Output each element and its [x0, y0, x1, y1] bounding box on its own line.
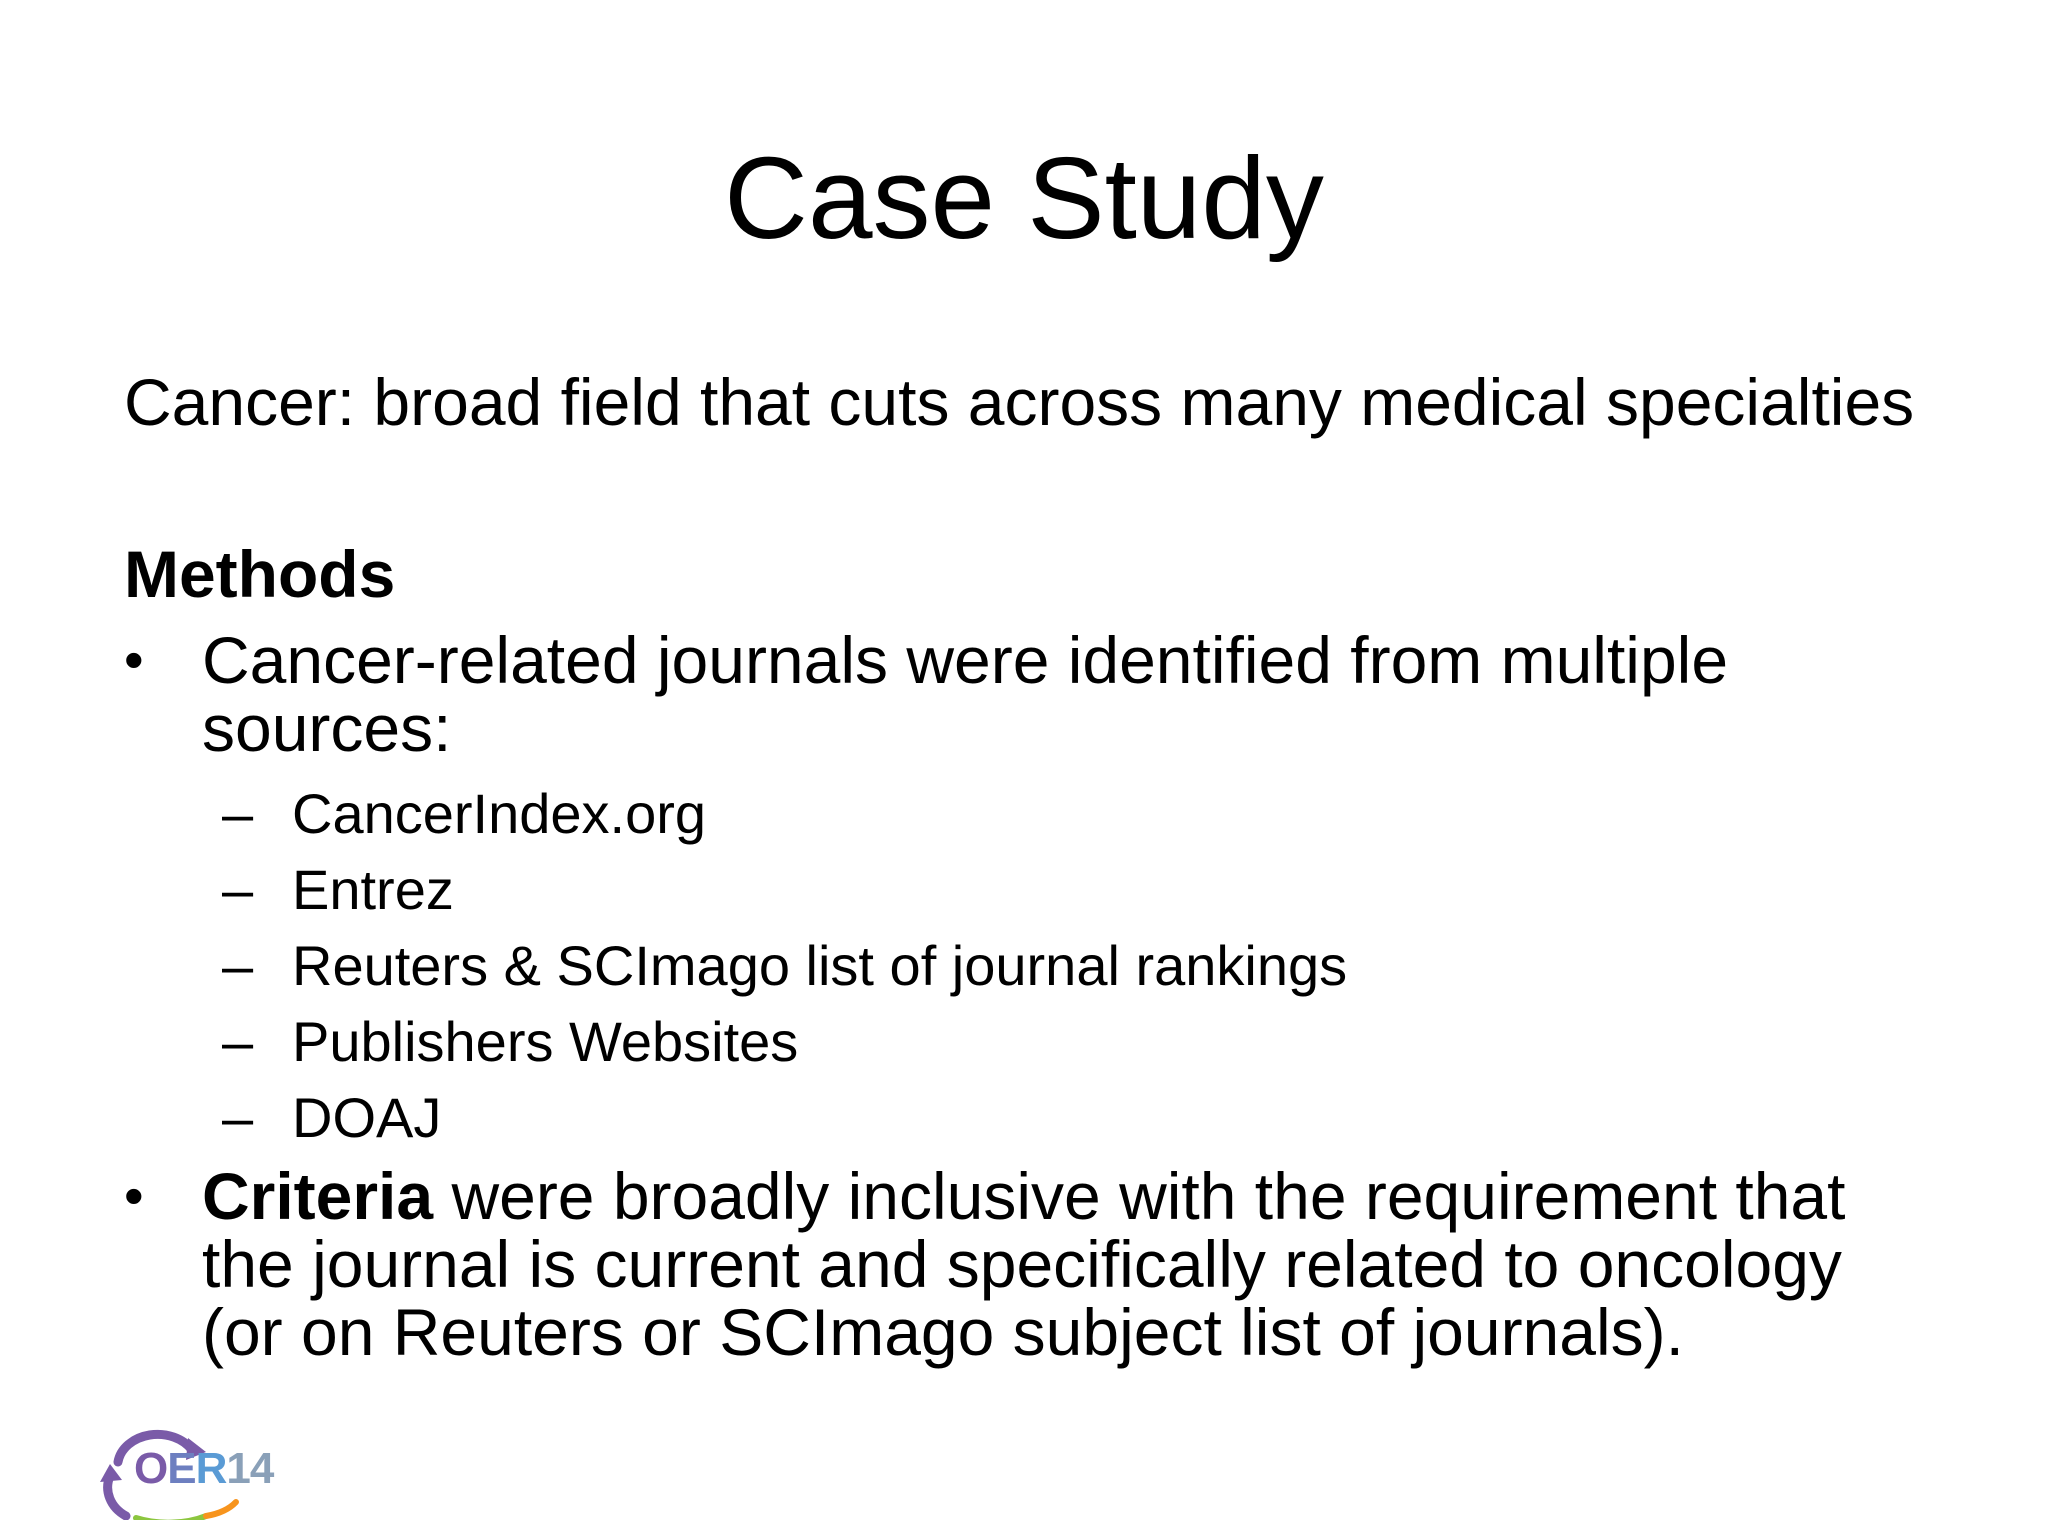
logo-letter-o: O	[134, 1444, 168, 1493]
source-label: DOAJ	[292, 1086, 442, 1149]
source-label: Reuters & SCImago list of journal rankings	[292, 934, 1348, 997]
logo-number: 14	[226, 1444, 274, 1493]
list-item	[222, 852, 1347, 928]
sources-list	[222, 776, 1347, 1156]
methods-heading: Methods	[124, 537, 396, 611]
bullet-criteria	[124, 1159, 1884, 1369]
dash-marker: –	[222, 1086, 254, 1149]
list-item	[222, 776, 1347, 852]
dash-marker: –	[222, 934, 254, 997]
bullet-sources-text: Cancer-related journals were identified from multiple sources:	[202, 623, 1729, 765]
list-item	[222, 1004, 1347, 1080]
list-item	[222, 1080, 1347, 1156]
criteria-bold: Criteria	[202, 1159, 434, 1233]
bullet-marker: •	[124, 628, 144, 691]
bullet-marker: •	[124, 1164, 144, 1227]
bullet-criteria-text	[202, 1159, 1884, 1369]
dash-marker: –	[222, 858, 254, 921]
list-item	[222, 928, 1347, 1004]
slide-title: Case Study	[724, 133, 1324, 263]
logo-text	[134, 1444, 273, 1494]
bullet-sources	[124, 623, 1884, 765]
logo-letter-e: E	[167, 1444, 196, 1493]
source-label: Publishers Websites	[292, 1010, 799, 1073]
source-label: Entrez	[292, 858, 454, 921]
logo-letter-r: R	[195, 1444, 227, 1493]
criteria-rest: were broadly inclusive with the requirement that the journal is current and specifically related to oncology (or on Reuters or SCImago subject list of journals).	[202, 1159, 1846, 1369]
source-label: CancerIndex.org	[292, 782, 707, 845]
dash-marker: –	[222, 782, 254, 845]
intro-text: Cancer: broad field that cuts across many medical specialties	[124, 365, 1915, 439]
dash-marker: –	[222, 1010, 254, 1073]
oer14-logo	[96, 1420, 276, 1520]
